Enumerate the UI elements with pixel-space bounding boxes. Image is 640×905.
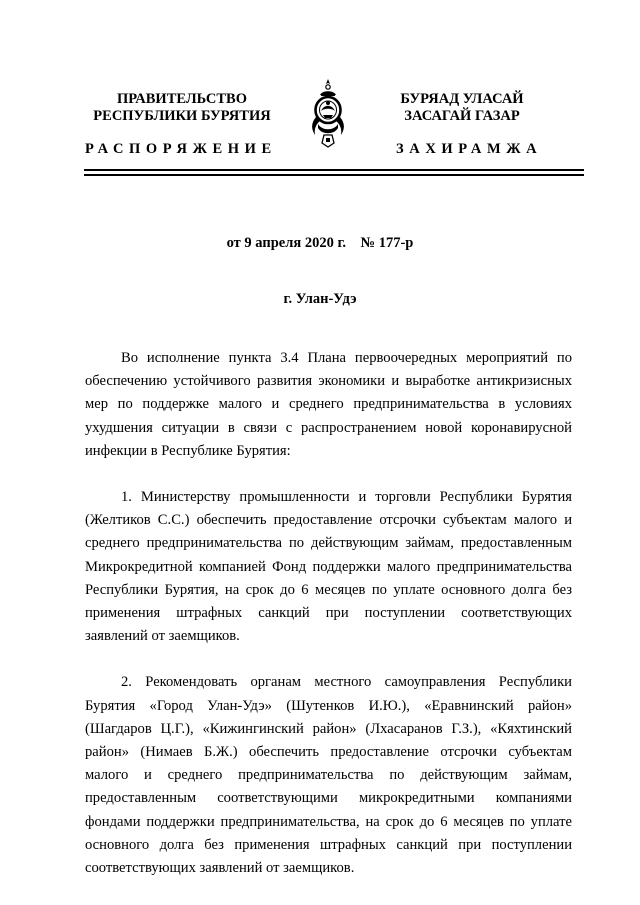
issuer-bua-line1: БУРЯАД УЛАСАЙ (400, 91, 524, 107)
issuer-ru (86, 91, 278, 125)
doc-kind-ru: РАСПОРЯЖЕНИЕ (85, 141, 277, 157)
document-date-number: от 9 апреля 2020 г. № 177-р (226, 235, 414, 251)
document-body (85, 347, 572, 903)
header-divider-bottom (84, 174, 584, 176)
buryatia-coat-of-arms-icon (303, 77, 353, 149)
item-2-paragraph: 2. Рекомендовать органам местного самоуправления Республики Бурятия «Город Улан-Удэ» (Шутенков И.Ю.), «Еравнинский район» (Шагдаров Ц.Г.), «Кижингинский район» (Лхасаранов Г.З.), «Кяхтинский район» (Нимаев Б.Ж.) обеспечить предоставление отсрочки субъектам малого и среднего предпринимательства по действующим займам, предоставленным соответствующими микрокредитными компаниями фондами поддержки предпринимательства, на срок до 6 месяцев по уплате основного долга без применения штрафных санкций при поступлении соответствующих заявлений от заемщиков. (85, 674, 572, 877)
document-city: г. Улан-Удэ (283, 291, 357, 307)
issuer-ru-line2: РЕСПУБЛИКИ БУРЯТИЯ (93, 108, 271, 124)
header-divider-top (84, 169, 584, 171)
doc-kind-bua: ЗАХИРАМЖА (396, 141, 543, 157)
issuer-ru-line1: ПРАВИТЕЛЬСТВО (117, 91, 247, 107)
issuer-bua-line2: ЗАСАГАЙ ГАЗАР (404, 108, 520, 124)
preamble-paragraph: Во исполнение пункта 3.4 Плана первоочередных мероприятий по обеспечению устойчивого развития экономики и выработке антикризисных мер по поддержке малого и среднего предпринимательства в условиях ухудшения ситуации в связи с распространением новой коронавирусной инфекции в Республике Бурятия: (85, 350, 572, 459)
item-1-paragraph: 1. Министерству промышленности и торговли Республики Бурятия (Желтиков С.С.) обеспечить предоставление отсрочки субъектам малого и среднего предпринимательства по действующим займам, предоставленным Микрокредитной компанией Фонд поддержки малого предпринимательства Республики Бурятия, на срок до 6 месяцев по уплате основного долга без применения штрафных санкций при поступлении соответствующих заявлений от заемщиков. (85, 489, 572, 645)
issuer-bua (378, 91, 546, 125)
